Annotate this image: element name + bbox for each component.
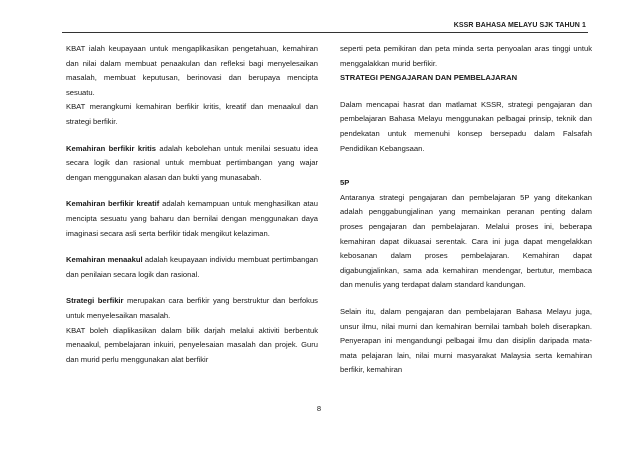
5p-heading: 5P — [340, 178, 350, 188]
page-number: 8 — [316, 404, 322, 413]
page-header: KSSR BAHASA MELAYU SJK TAHUN 1 — [453, 22, 586, 29]
creative-thinking-text: adalah kemampuan untuk menghasilkan atau mencipta sesuatu yang baharu dan bernilai dengan menggunakan daya imaginasi secara asli serta berfikir tidak mengikut kelaziman. — [66, 199, 318, 238]
strategy-paragraph: Dalam mencapai hasrat dan matlamat KSSR, strategi pengajaran dan pembelajaran Bahasa Melayu menggunakan pelbagai prinsip, teknik dan pendekatan untuk memenuhi konsep bersepadu dalam Falsafah Pendidikan Kebangsaan. — [340, 99, 592, 153]
critical-thinking-paragraph — [66, 142, 318, 186]
kbat-definition: KBAT ialah keupayaan untuk mengaplikasikan pengetahuan, kemahiran dan nilai dalam membuat penaakulan dan refleksi bagi menyelesaikan masalah, membuat keputusan, berinovasi dan berupaya mencipta sesuatu. — [66, 44, 318, 97]
right-column — [340, 42, 592, 378]
kbat-scope: KBAT merangkumi kemahiran berfikir kritis, kreatif dan menaakul dan strategi berfikir. — [66, 102, 318, 126]
critical-thinking-text: adalah kebolehan untuk menilai sesuatu idea secara logik dan rasional untuk membuat pertimbangan yang wajar dengan menggunakan alasan dan bukti yang munasabah. — [66, 143, 318, 182]
reasoning-paragraph — [66, 253, 318, 282]
creative-thinking-term: Kemahiran berfikir kreatif — [66, 199, 160, 209]
reasoning-text: adalah keupayaan individu membuat pertimbangan dan penilaian secara logik dan rasional. — [66, 255, 319, 279]
strategy-heading: STRATEGI PENGAJARAN DAN PEMBELAJARAN — [340, 73, 518, 83]
reasoning-term: Kemahiran menaakul — [66, 255, 143, 265]
thinking-strategy-text: merupakan cara berfikir yang berstruktur dan berfokus untuk menyelesaikan masalah. — [66, 296, 318, 320]
thinking-tools-continuation: seperti peta pemikiran dan peta minda serta penyoalan aras tinggi untuk menggalakkan murid berfikir. — [340, 44, 592, 68]
left-column — [66, 42, 318, 367]
creative-thinking-paragraph — [66, 197, 318, 241]
integration-paragraph: Selain itu, dalam pengajaran dan pembelajaran Bahasa Melayu juga, unsur ilmu, nilai murni dan kemahiran bernilai tambah boleh diserapkan. Penyerapan ini mengandungi pelbagai ilmu dan disiplin daripada mata-mata pelajaran lain, nilai murni masyarakat Malaysia serta kemahiran berfikir, kemahiran — [340, 306, 592, 375]
kbat-application: KBAT boleh diaplikasikan dalam bilik darjah melalui aktiviti berbentuk menaakul, pembelajaran inkuiri, penyelesaian masalah dan projek. Guru dan murid perlu menggunakan alat berfikir — [66, 325, 318, 364]
critical-thinking-term: Kemahiran berfikir kritis — [66, 143, 156, 153]
header-rule — [62, 32, 588, 33]
thinking-strategy-paragraph — [66, 294, 318, 323]
5p-paragraph: Antaranya strategi pengajaran dan pembelajaran 5P yang ditekankan adalah penggabungjalinan yang memainkan peranan penting dalam proses pengajaran dan pembelajaran. Melalui proses ini, beberapa kemahiran dapat dikuasai serentak. Cara ini juga dapat mengelakkan kebosanan dalam proses pembelajaran. Kemahiran dapat digabungjalinkan, sama ada kemahiran mendengar, bertutur, membaca dan menulis yang terdapat dalam standard kandungan. — [340, 192, 592, 290]
thinking-strategy-term: Strategi berfikir — [66, 296, 124, 306]
